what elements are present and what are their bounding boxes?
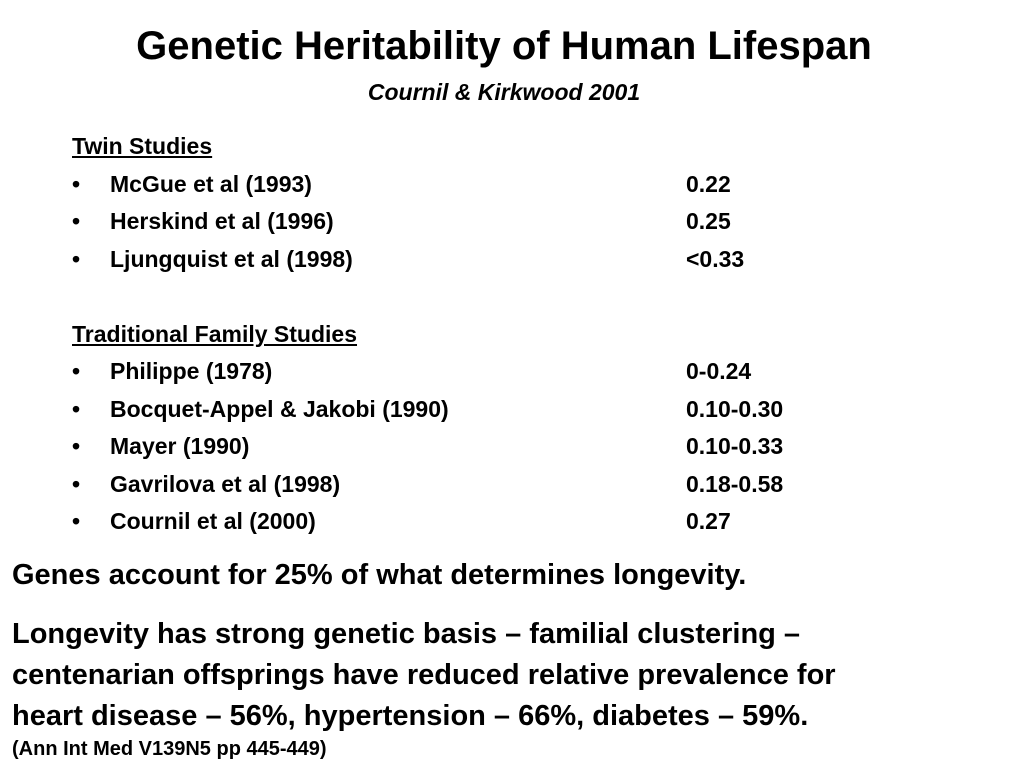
bullet-point: • xyxy=(72,433,81,459)
heritability-value: 0.25 xyxy=(686,208,731,234)
study-name: Bocquet-Appel & Jakobi (1990) xyxy=(110,396,449,422)
longevity-statement-line: centenarian offsprings have reduced relative prevalence for xyxy=(12,659,836,691)
bullet-point: • xyxy=(72,471,81,497)
family-studies-heading: Traditional Family Studies xyxy=(72,321,358,347)
bullet-point: • xyxy=(72,208,81,234)
longevity-statement-line: heart disease – 56%, hypertension – 66%, diabetes – 59%. xyxy=(12,700,809,732)
genes-statement: Genes account for 25% of what determines longevity. xyxy=(12,559,747,591)
bullet-point: • xyxy=(72,508,81,534)
heritability-value: 0.22 xyxy=(686,171,731,197)
heritability-value: 0.10-0.33 xyxy=(686,433,784,459)
study-name: Mayer (1990) xyxy=(110,433,250,459)
heritability-value: 0.27 xyxy=(686,508,731,534)
study-name: Cournil et al (2000) xyxy=(110,508,316,534)
bullet-point: • xyxy=(72,171,81,197)
bullet-point: • xyxy=(72,396,81,422)
heritability-value: <0.33 xyxy=(686,246,745,272)
study-name: Gavrilova et al (1998) xyxy=(110,471,341,497)
journal-citation: (Ann Int Med V139N5 pp 445-449) xyxy=(12,738,327,760)
heritability-value: 0.18-0.58 xyxy=(686,471,784,497)
heritability-value: 0-0.24 xyxy=(686,358,752,384)
longevity-statement-line: Longevity has strong genetic basis – familial clustering – xyxy=(12,618,801,650)
study-name: McGue et al (1993) xyxy=(110,171,312,197)
twin-studies-heading: Twin Studies xyxy=(72,133,213,159)
bullet-point: • xyxy=(72,246,81,272)
study-name: Philippe (1978) xyxy=(110,358,273,384)
slide-title: Genetic Heritability of Human Lifespan xyxy=(136,24,872,68)
heritability-value: 0.10-0.30 xyxy=(686,396,784,422)
bullet-point: • xyxy=(72,358,81,384)
study-name: Herskind et al (1996) xyxy=(110,208,334,234)
slide-subtitle: Cournil & Kirkwood 2001 xyxy=(367,79,641,105)
study-name: Ljungquist et al (1998) xyxy=(110,246,353,272)
